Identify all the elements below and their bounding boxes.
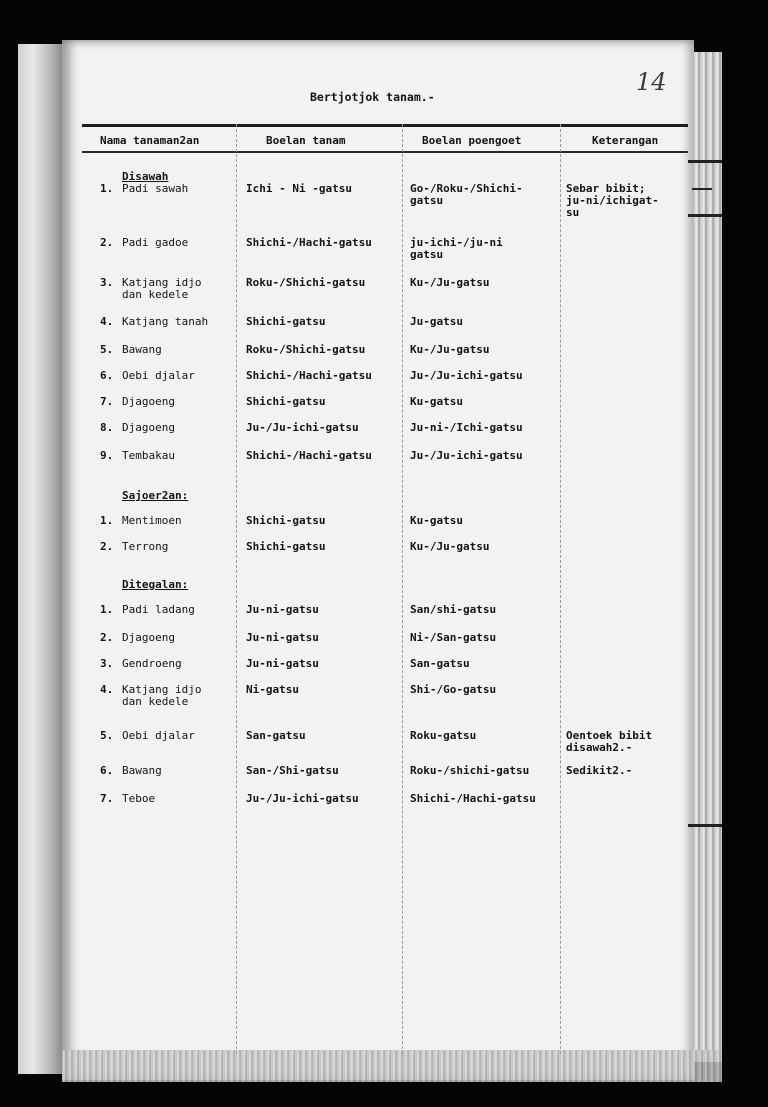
row-number: 5. <box>100 343 114 356</box>
book-right-edge <box>694 52 722 1062</box>
planting-month: Shichi-gatsu <box>246 315 326 328</box>
crop-name: Djagoeng <box>122 395 175 408</box>
planting-month: Shichi-gatsu <box>246 540 326 553</box>
section-heading: Ditegalan: <box>122 578 189 591</box>
remarks-note: Sedikit2.- <box>566 764 633 777</box>
crop-name: Bawang <box>122 764 162 777</box>
planting-month: Shichi-gatsu <box>246 514 326 527</box>
harvest-month: ju-ichi-/ju-ni gatsu <box>410 236 503 261</box>
page-title: Bertjotjok tanam.- <box>310 90 435 104</box>
planting-month: San-/Shi-gatsu <box>246 764 339 777</box>
harvest-month: Go-/Roku-/Shichi- gatsu <box>410 182 523 207</box>
page-bottom-edge <box>62 1050 722 1082</box>
row-number: 7. <box>100 792 114 805</box>
crop-name: Bawang <box>122 343 162 356</box>
row-number: 4. <box>100 315 114 328</box>
section-heading: Disawah <box>122 170 169 183</box>
crop-name: Padi sawah <box>122 182 189 195</box>
edge-mark <box>688 214 722 217</box>
planting-month: Ju-ni-gatsu <box>246 631 319 644</box>
crop-name: Katjang idjo dan kedele <box>122 683 202 708</box>
row-number: 9. <box>100 449 114 462</box>
header-harvest-month: Boelan poengoet <box>422 134 522 147</box>
book-left-edge <box>18 44 62 1074</box>
harvest-month: Ju-gatsu <box>410 315 463 328</box>
crop-name: Padi gadoe <box>122 236 189 249</box>
planting-month: Ni-gatsu <box>246 683 299 696</box>
section-heading: Sajoer2an: <box>122 489 189 502</box>
row-number: 2. <box>100 236 114 249</box>
planting-month: Roku-/Shichi-gatsu <box>246 343 366 356</box>
row-number: 6. <box>100 764 114 777</box>
harvest-month: Ku-/Ju-gatsu <box>410 540 490 553</box>
planting-month: Ju-/Ju-ichi-gatsu <box>246 421 359 434</box>
planting-month: Ju-/Ju-ichi-gatsu <box>246 792 359 805</box>
remarks-note: Oentoek bibit disawah2.- <box>566 729 653 754</box>
edge-mark <box>688 160 722 163</box>
crop-name: Padi ladang <box>122 603 195 616</box>
row-number: 7. <box>100 395 114 408</box>
planting-month: Shichi-/Hachi-gatsu <box>246 369 372 382</box>
harvest-month: Ku-/Ju-gatsu <box>410 276 490 289</box>
header-name: Nama tanaman2an <box>100 134 200 147</box>
crop-name: Terrong <box>122 540 169 553</box>
planting-month: Ichi - Ni -gatsu <box>246 182 352 195</box>
header-rule-top <box>82 124 688 127</box>
crop-name: Teboe <box>122 792 156 805</box>
harvest-month: Ku-gatsu <box>410 514 463 527</box>
column-divider <box>560 124 561 1054</box>
row-number: 1. <box>100 182 114 195</box>
header-remarks: Keterangan <box>592 134 659 147</box>
row-number: 3. <box>100 276 114 289</box>
harvest-month: Shi-/Go-gatsu <box>410 683 497 696</box>
harvest-month: San/shi-gatsu <box>410 603 497 616</box>
crop-name: Djagoeng <box>122 421 175 434</box>
edge-mark <box>688 824 722 827</box>
column-divider <box>236 124 237 1054</box>
harvest-month: San-gatsu <box>410 657 470 670</box>
harvest-month: Ju-/Ju-ichi-gatsu <box>410 449 523 462</box>
harvest-month: Ju-/Ju-ichi-gatsu <box>410 369 523 382</box>
row-number: 2. <box>100 540 114 553</box>
row-number: 6. <box>100 369 114 382</box>
column-divider <box>402 124 403 1054</box>
row-number: 3. <box>100 657 114 670</box>
remarks-note: Sebar bibit; ju-ni/ichigat- su <box>566 182 659 219</box>
row-number: 8. <box>100 421 114 434</box>
planting-month: Ju-ni-gatsu <box>246 657 319 670</box>
harvest-month: Roku-gatsu <box>410 729 477 742</box>
row-number: 1. <box>100 603 114 616</box>
harvest-month: Ku-/Ju-gatsu <box>410 343 490 356</box>
crop-name: Tembakau <box>122 449 175 462</box>
planting-month: Shichi-gatsu <box>246 395 326 408</box>
row-number: 4. <box>100 683 114 696</box>
harvest-month: Ju-ni-/Ichi-gatsu <box>410 421 523 434</box>
crop-name: Oebi djalar <box>122 729 195 742</box>
planting-month: Ju-ni-gatsu <box>246 603 319 616</box>
header-plant-month: Boelan tanam <box>266 134 346 147</box>
crop-name: Oebi djalar <box>122 369 195 382</box>
crop-name: Mentimoen <box>122 514 182 527</box>
header-rule-bottom <box>82 151 688 153</box>
crop-name: Katjang tanah <box>122 315 209 328</box>
page-number: 14 <box>636 68 667 96</box>
harvest-month: Roku-/shichi-gatsu <box>410 764 530 777</box>
row-number: 5. <box>100 729 114 742</box>
crop-name: Djagoeng <box>122 631 175 644</box>
harvest-month: Ni-/San-gatsu <box>410 631 497 644</box>
harvest-month: Shichi-/Hachi-gatsu <box>410 792 536 805</box>
row-number: 1. <box>100 514 114 527</box>
harvest-month: Ku-gatsu <box>410 395 463 408</box>
planting-month: San-gatsu <box>246 729 306 742</box>
crop-name: Gendroeng <box>122 657 182 670</box>
planting-month: Shichi-/Hachi-gatsu <box>246 449 372 462</box>
crop-name: Katjang idjo dan kedele <box>122 276 202 301</box>
planting-month: Roku-/Shichi-gatsu <box>246 276 366 289</box>
row-number: 2. <box>100 631 114 644</box>
edge-mark <box>692 188 712 190</box>
planting-month: Shichi-/Hachi-gatsu <box>246 236 372 249</box>
